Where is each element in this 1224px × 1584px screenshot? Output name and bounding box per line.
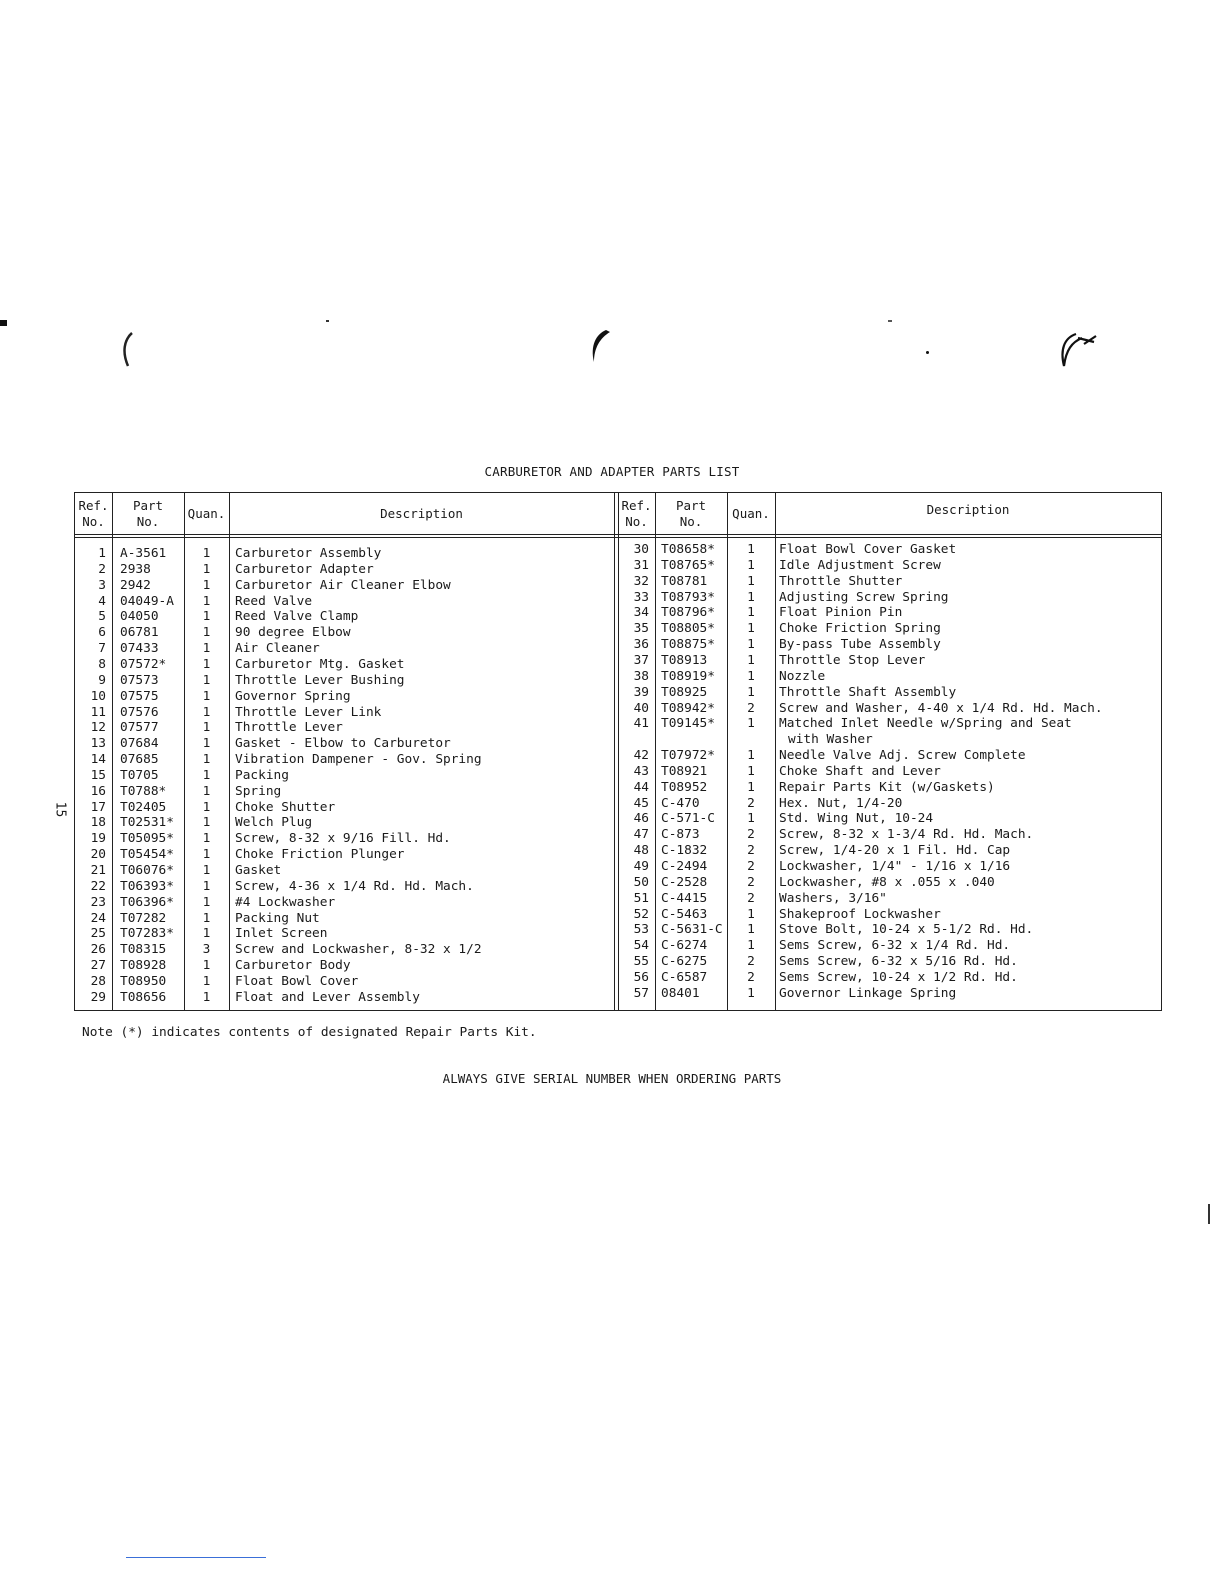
ref-cell: 44 bbox=[633, 779, 649, 795]
ref-cell: 48 bbox=[633, 843, 649, 859]
part-number-cell: T05454* bbox=[120, 847, 174, 863]
part-number-cell: T08658* bbox=[661, 542, 715, 557]
header-ref-right: Ref. No. bbox=[621, 498, 652, 529]
part-number-cell: C-6587 bbox=[661, 969, 708, 985]
quantity-cell: 1 bbox=[747, 589, 755, 605]
part-number-cell: 07685 bbox=[120, 752, 159, 768]
bottom-rule bbox=[126, 1557, 266, 1558]
part-number-cell: T08950 bbox=[120, 973, 167, 989]
description-cell: Air Cleaner bbox=[235, 641, 320, 657]
quantity-cell: 1 bbox=[202, 847, 211, 863]
part-number-cell: T08928 bbox=[120, 958, 167, 974]
part-number-cell: T08942* bbox=[661, 700, 715, 716]
description-cell: Throttle Lever bbox=[235, 720, 343, 736]
ref-cell: 43 bbox=[633, 763, 649, 779]
quantity-cell: 2 bbox=[747, 890, 755, 906]
description-cell: Reed Valve bbox=[235, 593, 313, 609]
ref-cell: 55 bbox=[633, 954, 649, 970]
description-cell: Choke Shutter bbox=[235, 799, 336, 815]
quantity-cell: 3 bbox=[202, 942, 211, 958]
description-cell: Throttle Lever Bushing bbox=[235, 672, 405, 688]
quantity-cell: 2 bbox=[747, 795, 755, 811]
description-cell: with Washer bbox=[788, 732, 873, 748]
ref-cell: 16 bbox=[90, 783, 106, 799]
ref-cell: 34 bbox=[633, 605, 649, 621]
description-cell: Gasket - Elbow to Carburetor bbox=[235, 736, 451, 752]
ref-cell: 13 bbox=[90, 736, 106, 752]
ref-cell: 36 bbox=[633, 637, 649, 653]
part-number-cell: C-4415 bbox=[661, 890, 708, 906]
part-number-cell: 07575 bbox=[120, 688, 159, 704]
description-cell: Float Pinion Pin bbox=[779, 605, 903, 621]
description-cell: Float Bowl Cover Gasket bbox=[779, 542, 957, 557]
ref-cell: 52 bbox=[633, 906, 649, 922]
header-description-right: Description bbox=[926, 502, 1010, 517]
part-number-cell: T09145* bbox=[661, 716, 715, 732]
ref-cell: 32 bbox=[633, 573, 649, 589]
ref-cell: 30 bbox=[633, 542, 649, 557]
description-cell: Nozzle bbox=[779, 668, 826, 684]
ref-cell: 51 bbox=[633, 890, 649, 906]
part-number-cell: A-3561 bbox=[120, 546, 167, 561]
quantity-cell: 1 bbox=[202, 736, 211, 752]
part-number-cell: T08925 bbox=[661, 684, 708, 700]
quantity-cell: 1 bbox=[747, 652, 755, 668]
part-number-cell: T08805* bbox=[661, 621, 715, 637]
ref-cell: 57 bbox=[633, 985, 649, 1001]
quantity-cell: 1 bbox=[747, 922, 755, 938]
description-cell: Sems Screw, 10-24 x 1/2 Rd. Hd. bbox=[779, 969, 1018, 985]
quantity-cell: 1 bbox=[202, 783, 211, 799]
ref-cell: 38 bbox=[633, 668, 649, 684]
quantity-cell: 2 bbox=[747, 700, 755, 716]
description-cell: Vibration Dampener - Gov. Spring bbox=[235, 752, 482, 768]
ref-cell: 15 bbox=[90, 767, 106, 783]
header-description-left: Description bbox=[380, 506, 463, 521]
ref-cell: 9 bbox=[98, 672, 106, 688]
description-cell: Throttle Lever Link bbox=[235, 704, 382, 720]
description-cell: Choke Friction Plunger bbox=[235, 847, 405, 863]
description-cell: Stove Bolt, 10-24 x 5-1/2 Rd. Hd. bbox=[779, 922, 1034, 938]
description-cell: Lockwasher, #8 x .055 x .040 bbox=[779, 874, 995, 890]
quantity-cell: 2 bbox=[747, 859, 755, 874]
description-cell: By-pass Tube Assembly bbox=[779, 637, 941, 653]
description-cell: Carburetor Assembly bbox=[235, 546, 382, 561]
ref-cell: 50 bbox=[633, 874, 649, 890]
description-cell: Needle Valve Adj. Screw Complete bbox=[779, 748, 1026, 764]
page-number: 15 bbox=[52, 801, 68, 818]
ref-cell: 5 bbox=[98, 609, 106, 625]
ref-cell: 41 bbox=[633, 716, 649, 732]
part-number-cell: C-5463 bbox=[661, 906, 708, 922]
quantity-cell: 2 bbox=[747, 969, 755, 985]
quantity-cell: 1 bbox=[202, 799, 211, 815]
description-cell: Shakeproof Lockwasher bbox=[779, 906, 941, 922]
quantity-cell: 1 bbox=[202, 752, 211, 768]
quantity-cell: 1 bbox=[747, 557, 755, 573]
ref-cell: 54 bbox=[633, 938, 649, 954]
description-cell: Carburetor Air Cleaner Elbow bbox=[235, 577, 451, 593]
part-number-cell: C-1832 bbox=[661, 843, 708, 859]
description-cell: Screw and Lockwasher, 8-32 x 1/2 bbox=[235, 942, 482, 958]
quantity-cell: 1 bbox=[202, 688, 211, 704]
part-number-cell: T05095* bbox=[120, 831, 174, 847]
ref-cell: 3 bbox=[98, 577, 106, 593]
part-number-cell: 2942 bbox=[120, 577, 151, 593]
quantity-cell: 1 bbox=[747, 684, 755, 700]
quantity-cell: 1 bbox=[202, 561, 211, 577]
part-number-cell: T02405 bbox=[120, 799, 167, 815]
quantity-cell: 1 bbox=[747, 938, 755, 954]
part-number-cell: T07972* bbox=[661, 748, 715, 764]
ref-cell: 37 bbox=[633, 652, 649, 668]
speck-2 bbox=[888, 320, 892, 322]
right-edge-mark bbox=[1208, 1204, 1210, 1224]
description-cell: Governor Linkage Spring bbox=[779, 985, 957, 1001]
description-cell: Float and Lever Assembly bbox=[235, 989, 420, 1005]
ref-cell: 23 bbox=[90, 894, 106, 910]
part-number-cell: T08796* bbox=[661, 605, 715, 621]
description-cell: Screw, 4-36 x 1/4 Rd. Hd. Mach. bbox=[235, 878, 474, 894]
ref-cell: 17 bbox=[90, 799, 106, 815]
ref-cell: 24 bbox=[90, 910, 106, 926]
description-cell: Gasket bbox=[235, 863, 282, 878]
quantity-cell: 1 bbox=[202, 593, 211, 609]
description-cell: Matched Inlet Needle w/Spring and Seat bbox=[779, 716, 1072, 732]
description-cell: Choke Shaft and Lever bbox=[779, 763, 941, 779]
part-number-cell: T02531* bbox=[120, 815, 174, 831]
part-number-cell: 04049-A bbox=[120, 593, 174, 609]
description-cell: Screw, 8-32 x 9/16 Fill. Hd. bbox=[235, 831, 451, 847]
quantity-cell: 1 bbox=[202, 958, 211, 974]
quantity-cell: 1 bbox=[747, 542, 755, 557]
part-number-cell: 04050 bbox=[120, 609, 159, 625]
description-cell: Screw, 8-32 x 1-3/4 Rd. Hd. Mach. bbox=[779, 827, 1034, 843]
description-cell: Welch Plug bbox=[235, 815, 313, 831]
description-cell: Adjusting Screw Spring bbox=[779, 589, 949, 605]
part-number-cell: C-2494 bbox=[661, 859, 708, 874]
quantity-cell: 1 bbox=[202, 894, 211, 910]
ref-cell: 10 bbox=[90, 688, 106, 704]
ref-cell: 20 bbox=[90, 847, 106, 863]
part-number-cell: C-6275 bbox=[661, 954, 708, 970]
part-number-cell: 2938 bbox=[120, 561, 151, 577]
part-number-cell: T0705 bbox=[120, 767, 159, 783]
quantity-cell: 1 bbox=[747, 716, 755, 732]
quantity-cell: 1 bbox=[747, 573, 755, 589]
description-cell: Inlet Screen bbox=[235, 926, 328, 942]
description-cell: Sems Screw, 6-32 x 1/4 Rd. Hd. bbox=[779, 938, 1011, 954]
ref-cell: 29 bbox=[90, 989, 106, 1005]
part-number-cell: T0788* bbox=[120, 783, 167, 799]
description-cell: Throttle Stop Lever bbox=[779, 652, 926, 668]
quantity-cell: 1 bbox=[202, 878, 211, 894]
description-cell: #4 Lockwasher bbox=[235, 894, 336, 910]
quantity-cell: 1 bbox=[202, 815, 211, 831]
center-hole-mark bbox=[586, 326, 614, 366]
quantity-cell: 2 bbox=[747, 874, 755, 890]
ref-cell: 28 bbox=[90, 973, 106, 989]
quantity-cell: 1 bbox=[202, 910, 211, 926]
ref-cell: 27 bbox=[90, 958, 106, 974]
description-cell: Screw, 1/4-20 x 1 Fil. Hd. Cap bbox=[779, 843, 1011, 859]
description-cell: Throttle Shutter bbox=[779, 573, 903, 589]
quantity-cell: 1 bbox=[747, 748, 755, 764]
description-cell: Carburetor Adapter bbox=[235, 561, 374, 577]
left-edge-mark bbox=[0, 320, 7, 326]
header-ref-left: Ref. No. bbox=[78, 498, 109, 529]
description-cell: Throttle Shaft Assembly bbox=[779, 684, 957, 700]
header-quan-left: Quan. bbox=[187, 506, 226, 521]
ref-cell: 19 bbox=[90, 831, 106, 847]
speck-1 bbox=[326, 320, 329, 322]
header-quan-right: Quan. bbox=[732, 506, 770, 521]
part-number-cell: T06396* bbox=[120, 894, 174, 910]
ref-cell: 1 bbox=[98, 546, 106, 561]
description-cell: Governor Spring bbox=[235, 688, 351, 704]
part-number-cell: T08921 bbox=[661, 763, 708, 779]
repair-kit-note: Note (*) indicates contents of designated Repair Parts Kit. bbox=[82, 1025, 537, 1040]
part-number-cell: T08913 bbox=[661, 652, 708, 668]
header-part-right: Part No. bbox=[675, 498, 707, 529]
header-part-left: Part No. bbox=[132, 498, 164, 529]
quantity-cell: 1 bbox=[202, 625, 211, 641]
ref-cell: 42 bbox=[633, 748, 649, 764]
quantity-cell: 1 bbox=[747, 779, 755, 795]
quantity-cell: 2 bbox=[747, 954, 755, 970]
quantity-cell: 1 bbox=[202, 863, 211, 878]
quantity-cell: 1 bbox=[202, 656, 211, 672]
left-hole-mark bbox=[118, 330, 138, 370]
description-cell: Lockwasher, 1/4" - 1/16 x 1/16 bbox=[779, 859, 1011, 874]
part-number-cell: C-2528 bbox=[661, 874, 708, 890]
ref-cell: 35 bbox=[633, 621, 649, 637]
ref-cell: 33 bbox=[633, 589, 649, 605]
part-number-cell: T06393* bbox=[120, 878, 174, 894]
quantity-cell: 1 bbox=[747, 605, 755, 621]
part-number-cell: C-470 bbox=[661, 795, 700, 811]
ref-cell: 31 bbox=[633, 557, 649, 573]
part-number-cell: C-5631-C bbox=[661, 922, 723, 938]
quantity-cell: 1 bbox=[202, 720, 211, 736]
part-number-cell: T08315 bbox=[120, 942, 167, 958]
part-number-cell: 07572* bbox=[120, 656, 167, 672]
description-cell: Packing Nut bbox=[235, 910, 320, 926]
ref-cell: 45 bbox=[633, 795, 649, 811]
quantity-cell: 1 bbox=[747, 906, 755, 922]
ref-cell: 4 bbox=[98, 593, 106, 609]
quantity-cell: 1 bbox=[747, 763, 755, 779]
quantity-cell: 2 bbox=[747, 827, 755, 843]
ref-cell: 14 bbox=[90, 752, 106, 768]
part-number-cell: T08765* bbox=[661, 557, 715, 573]
quantity-cell: 1 bbox=[202, 546, 211, 561]
ref-cell: 11 bbox=[90, 704, 106, 720]
part-number-cell: T08919* bbox=[661, 668, 715, 684]
quantity-cell: 1 bbox=[202, 926, 211, 942]
part-number-cell: T08875* bbox=[661, 637, 715, 653]
part-number-cell: 07433 bbox=[120, 641, 159, 657]
parts-table bbox=[74, 492, 1162, 1011]
description-cell: Reed Valve Clamp bbox=[235, 609, 359, 625]
part-number-cell: C-571-C bbox=[661, 811, 715, 827]
quantity-cell: 1 bbox=[747, 621, 755, 637]
ref-cell: 12 bbox=[90, 720, 106, 736]
speck-3 bbox=[926, 351, 929, 354]
ref-cell: 22 bbox=[90, 878, 106, 894]
part-number-cell: T06076* bbox=[120, 863, 174, 878]
right-hole-mark bbox=[1054, 328, 1100, 370]
description-cell: Repair Parts Kit (w/Gaskets) bbox=[779, 779, 995, 795]
ref-cell: 25 bbox=[90, 926, 106, 942]
description-cell: Std. Wing Nut, 10-24 bbox=[779, 811, 934, 827]
description-cell: Screw and Washer, 4-40 x 1/4 Rd. Hd. Mach. bbox=[779, 700, 1103, 716]
description-cell: Sems Screw, 6-32 x 5/16 Rd. Hd. bbox=[779, 954, 1018, 970]
quantity-cell: 1 bbox=[202, 704, 211, 720]
ref-cell: 49 bbox=[633, 859, 649, 874]
part-number-cell: T07283* bbox=[120, 926, 174, 942]
quantity-cell: 1 bbox=[202, 767, 211, 783]
description-cell: 90 degree Elbow bbox=[235, 625, 351, 641]
description-cell: Hex. Nut, 1/4-20 bbox=[779, 795, 903, 811]
ref-cell: 46 bbox=[633, 811, 649, 827]
part-number-cell: T08952 bbox=[661, 779, 708, 795]
part-number-cell: 06781 bbox=[120, 625, 159, 641]
part-number-cell: 07684 bbox=[120, 736, 159, 752]
quantity-cell: 1 bbox=[202, 641, 211, 657]
quantity-cell: 1 bbox=[202, 989, 211, 1005]
ref-cell: 7 bbox=[98, 641, 106, 657]
description-cell: Float Bowl Cover bbox=[235, 973, 359, 989]
part-number-cell: 08401 bbox=[661, 985, 700, 1001]
ref-cell: 6 bbox=[98, 625, 106, 641]
ref-cell: 53 bbox=[633, 922, 649, 938]
ref-cell: 26 bbox=[90, 942, 106, 958]
part-number-cell: T07282 bbox=[120, 910, 167, 926]
description-cell: Spring bbox=[235, 783, 282, 799]
ref-cell: 40 bbox=[633, 700, 649, 716]
part-number-cell: T08781 bbox=[661, 573, 708, 589]
quantity-cell: 1 bbox=[202, 973, 211, 989]
part-number-cell: 07577 bbox=[120, 720, 159, 736]
ref-cell: 39 bbox=[633, 684, 649, 700]
quantity-cell: 1 bbox=[202, 577, 211, 593]
quantity-cell: 1 bbox=[747, 637, 755, 653]
description-cell: Carburetor Mtg. Gasket bbox=[235, 656, 405, 672]
ref-cell: 56 bbox=[633, 969, 649, 985]
ordering-notice: ALWAYS GIVE SERIAL NUMBER WHEN ORDERING PARTS bbox=[442, 1071, 782, 1086]
description-cell: Idle Adjustment Screw bbox=[779, 557, 941, 573]
ref-cell: 18 bbox=[90, 815, 106, 831]
part-number-cell: 07573 bbox=[120, 672, 159, 688]
part-number-cell: T08793* bbox=[661, 589, 715, 605]
part-number-cell: C-6274 bbox=[661, 938, 708, 954]
description-cell: Carburetor Body bbox=[235, 958, 351, 974]
document-title: CARBURETOR AND ADAPTER PARTS LIST bbox=[484, 464, 740, 479]
part-number-cell: 07576 bbox=[120, 704, 159, 720]
ref-cell: 21 bbox=[90, 863, 106, 878]
ref-cell: 2 bbox=[98, 561, 106, 577]
ref-cell: 8 bbox=[98, 656, 106, 672]
ref-cell: 47 bbox=[633, 827, 649, 843]
part-number-cell: C-873 bbox=[661, 827, 700, 843]
quantity-cell: 1 bbox=[202, 609, 211, 625]
quantity-cell: 1 bbox=[747, 668, 755, 684]
quantity-cell: 1 bbox=[747, 811, 755, 827]
description-cell: Washers, 3/16" bbox=[779, 890, 887, 906]
quantity-cell: 1 bbox=[747, 985, 755, 1001]
quantity-cell: 2 bbox=[747, 843, 755, 859]
part-number-cell: T08656 bbox=[120, 989, 167, 1005]
quantity-cell: 1 bbox=[202, 831, 211, 847]
quantity-cell: 1 bbox=[202, 672, 211, 688]
description-cell: Choke Friction Spring bbox=[779, 621, 941, 637]
description-cell: Packing bbox=[235, 767, 289, 783]
